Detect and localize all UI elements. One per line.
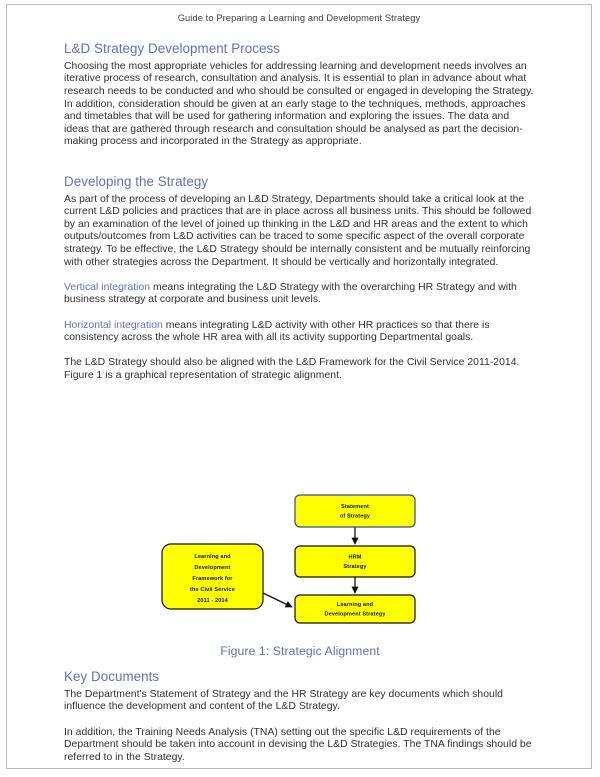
term-horizontal-integration: Horizontal integration: [64, 319, 163, 331]
figure-caption: Figure 1: Strategic Alignment: [220, 644, 380, 658]
figure-box-ld-framework-line3: Framework for: [192, 576, 233, 582]
section-heading-key-documents: Key Documents: [64, 669, 160, 684]
paragraph-key-documents-1: The Department's Statement of Strategy and the HR Strategy are key documents which should influence the development and content of the L&D Strategy.: [64, 688, 503, 713]
term-horizontal-integration-definition: means integrating L&D activity with other HR practices so that there is consistency across the whole HR area with all its activity supporting Departmental goals.: [64, 319, 490, 344]
figure-box-ld-framework-line2: Development: [194, 565, 231, 571]
figure-strategic-alignment: [7, 489, 592, 629]
paragraph-horizontal-integration: [64, 320, 536, 345]
term-vertical-integration-definition: means integrating the L&D Strategy with the overarching HR Strategy and with business strategy at corporate and business unit levels.: [64, 281, 517, 306]
arrow-framework-to-ld-strategy: [263, 593, 292, 607]
paragraph-developing-the-strategy: As part of the process of developing an L&D Strategy, Departments should take a critical look at the current L&D policies and practices that are in place across all business units. This should be followed by an examination of the level of joined up thinking in the L&D and HR areas and the extent to which outputs/outcomes from L&D activities can be traced to some specific aspect of the overall corporate strategy. To be effective, the L&D Strategy should be internally consistent and be mutually reinforcing with other strategies across the Department. It should be vertically and horizontally integrated.: [64, 193, 532, 268]
figure-strategic-alignment-svg: [7, 489, 592, 629]
term-vertical-integration: Vertical integration: [64, 281, 151, 293]
section-heading-ld-strategy-development-process: L&D Strategy Development Process: [64, 41, 280, 56]
figure-box-hrm-strategy-line2: Strategy: [343, 564, 367, 570]
figure-box-hrm-strategy-line1: HRM: [348, 554, 362, 561]
figure-box-ld-framework-line4: the Civil Service: [190, 587, 235, 593]
paragraph-framework-alignment: The L&D Strategy should also be aligned with the L&D Framework for the Civil Service 2011-2014. Figure 1 is a graphical representation of strategic alignment.: [64, 357, 520, 381]
figure-box-ld-strategy-line2: Development Strategy: [324, 611, 386, 618]
figure-box-hrm-strategy-shape: [295, 546, 415, 577]
figure-box-ld-framework-line1: Learning and: [194, 554, 231, 560]
paragraph-key-documents-2: In addition, the Training Needs Analysis (TNA) setting out the specific L&D requirements of the Department should be taken into account in devising the L&D Strategies. The TNA findings should be referred to in the Strategy.: [64, 726, 532, 763]
figure-box-ld-framework-line5: 2011 - 2014: [197, 598, 228, 604]
figure-box-ld-strategy: [295, 595, 415, 623]
figure-box-hrm-strategy: [295, 546, 415, 577]
document-page: [6, 4, 592, 769]
figure-box-ld-framework: [162, 544, 263, 609]
figure-box-statement-of-strategy-line2: of Strategy: [339, 513, 371, 520]
document-body-bottom: [64, 669, 536, 764]
paragraph-ld-strategy-development-process: Choosing the most appropriate vehicles for addressing learning and development needs involves an iterative process of research, consultation and analysis. It is essential to plan in advance about what research needs to be conducted and who should be consulted or engaged in developing the Strategy. In addition, consideration should be given at an early stage to the techniques, methods, approaches and timetables that will be used for gathering information and exploring the issues. The data and ideas that are gathered through research and consultation should be analysed as part the decision-making process and incorporated in the Strategy as appropriate.: [64, 60, 534, 148]
figure-box-statement-of-strategy: [295, 495, 415, 527]
document-body-top: [64, 41, 536, 383]
figure-box-ld-strategy-line1: Learning and: [336, 602, 374, 608]
running-header: Guide to Preparing a Learning and Development Strategy: [177, 13, 421, 23]
paragraph-vertical-integration: [64, 282, 536, 307]
figure-box-ld-strategy-shape: [295, 595, 415, 623]
section-heading-developing-the-strategy: Developing the Strategy: [64, 173, 209, 189]
figure-box-statement-of-strategy-line1: Statement: [341, 504, 369, 510]
figure-box-statement-of-strategy-shape: [295, 495, 415, 527]
